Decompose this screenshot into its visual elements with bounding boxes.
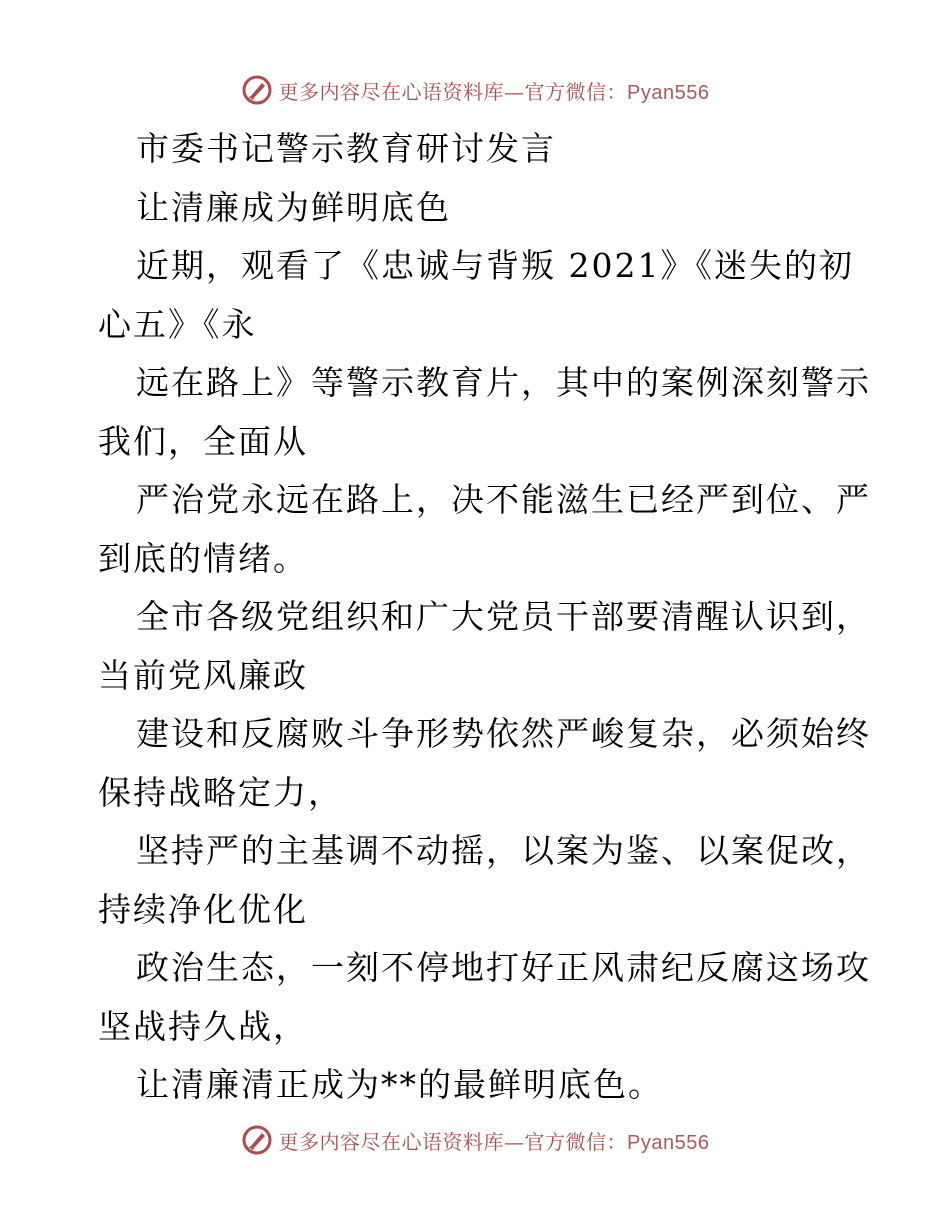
text-line: 近期，观看了《忠诚与背叛 2021》《迷失的初 — [136, 246, 854, 285]
text-line: 心五》《永 — [98, 304, 257, 344]
text-line: 市委书记警示教育研讨发言 — [136, 129, 556, 168]
text-line: 坚持严的主基调不动摇，以案为鉴、以案促改， — [136, 831, 871, 870]
header-watermark — [0, 70, 950, 110]
text-line: 坚战持久战， — [98, 1006, 308, 1046]
watermark-wechat-id: Pyan556 — [627, 81, 710, 104]
text-line: 保持战略定力， — [98, 772, 343, 812]
text-line: 持续净化优化 — [98, 889, 308, 929]
document-body — [98, 120, 871, 1115]
pen-logo-icon — [241, 74, 273, 106]
watermark-wechat-id: Pyan556 — [627, 1131, 710, 1154]
text-line: 到底的情绪。 — [98, 538, 308, 578]
watermark-text: 更多内容尽在心语资料库—官方微信：Pyan556 — [278, 1129, 710, 1154]
text-line: 让清廉成为鲜明底色 — [136, 187, 451, 227]
text-line: 远在路上》等警示教育片，其中的案例深刻警示 — [136, 363, 871, 402]
text-line: 当前党风廉政 — [98, 655, 308, 695]
pen-logo-icon — [241, 1124, 273, 1156]
text-line: 我们，全面从 — [98, 421, 308, 461]
text-line: 严治党永远在路上，决不能滋生已经严到位、严 — [136, 480, 871, 519]
text-line: 让清廉清正成为**的最鲜明底色。 — [136, 1065, 663, 1104]
text-line: 政治生态，一刻不停地打好正风肃纪反腐这场攻 — [136, 948, 871, 987]
text-line: 建设和反腐败斗争形势依然严峻复杂，必须始终 — [136, 714, 871, 753]
watermark-text: 更多内容尽在心语资料库—官方微信：Pyan556 — [278, 79, 710, 104]
footer-watermark — [0, 1120, 950, 1160]
text-line: 全市各级党组织和广大党员干部要清醒认识到， — [136, 597, 871, 636]
